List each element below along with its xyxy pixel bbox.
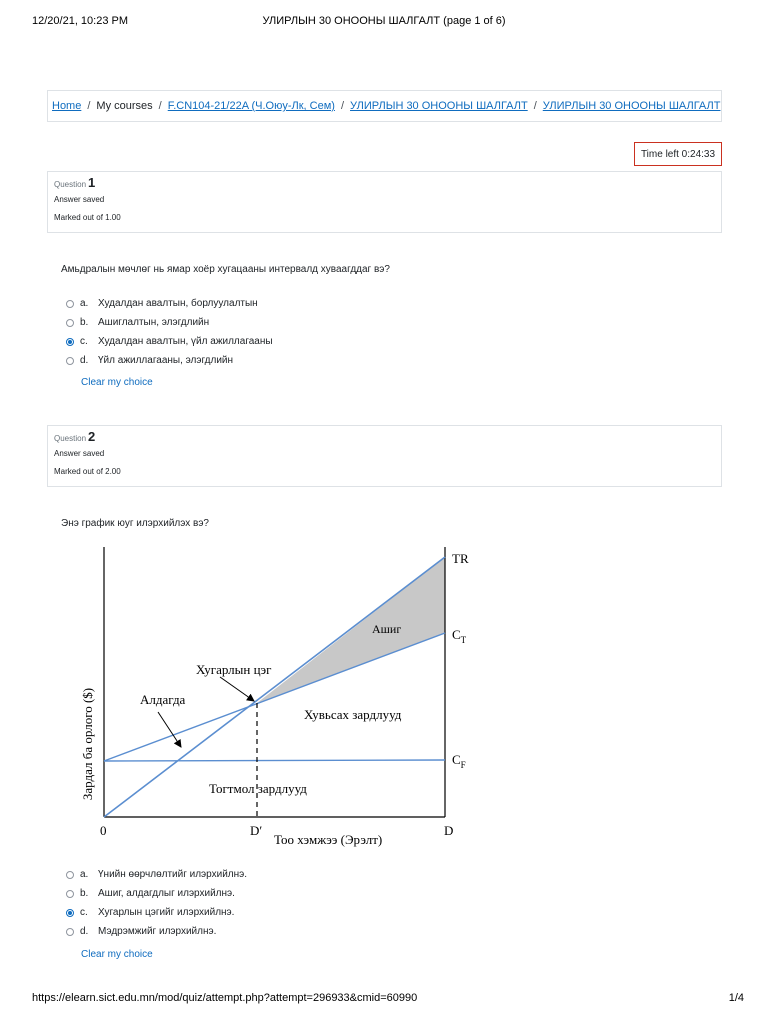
radio-button[interactable] (66, 928, 74, 936)
x-mark-end: D (444, 823, 454, 838)
print-url: https://elearn.sict.edu.mn/mod/quiz/attempt.php?attempt=296933&cmid=60990 (32, 992, 418, 1004)
option-letter: b. (80, 888, 89, 899)
print-datetime: 12/20/21, 10:23 PM (32, 15, 129, 27)
answer-option-d[interactable] (66, 351, 273, 370)
breadcrumb-home-link[interactable]: Home (52, 100, 82, 112)
option-letter: c. (80, 336, 88, 347)
answer-option-b[interactable] (66, 313, 273, 332)
radio-button[interactable] (66, 319, 74, 327)
radio-button[interactable] (66, 357, 74, 365)
y-axis-label: Зардал ба орлого ($) (80, 687, 95, 801)
loss-label: Алдагда (140, 692, 186, 707)
quiz-timer (634, 142, 722, 166)
breadcrumb-separator: / (158, 100, 162, 112)
question-state: Answer saved (54, 449, 105, 458)
option-text: Ашиг, алдагдлыг илэрхийлнэ. (98, 888, 235, 899)
fixed-cost-line (104, 760, 445, 761)
radio-button-checked[interactable] (66, 909, 74, 917)
breadcrumb-section-link[interactable]: УЛИРЛЫН 30 ОНООНЫ ШАЛГАЛТ (350, 100, 528, 112)
option-letter: d. (80, 926, 89, 937)
breadcrumb (47, 90, 722, 122)
question-state: Answer saved (54, 195, 105, 204)
option-letter: b. (80, 317, 89, 328)
tr-label: TR (452, 551, 469, 566)
question-grade: Marked out of 2.00 (54, 467, 121, 476)
breakeven-diagram (78, 535, 498, 855)
option-letter: d. (80, 355, 89, 366)
breadcrumb-course-link[interactable]: F.CN104-21/22A (Ч.Оюу-Лк, Сем) (167, 100, 335, 112)
ct-label: $C_T$ (452, 627, 467, 645)
print-footer (0, 992, 768, 1008)
clear-choice-link-q2[interactable]: Clear my choice (81, 949, 153, 960)
clear-choice-link-q1[interactable]: Clear my choice (81, 377, 153, 388)
breadcrumb-quiz-link[interactable]: УЛИРЛЫН 30 ОНООНЫ ШАЛГАЛТ (542, 100, 721, 112)
origin-label: 0 (100, 823, 107, 838)
timer-label: Time left 0:24:33 (640, 148, 716, 160)
radio-button[interactable] (66, 890, 74, 898)
option-text: Мэдрэмжийг илэрхийлнэ. (98, 926, 217, 937)
option-letter: c. (80, 907, 88, 918)
question-number: Question 1 (54, 175, 96, 190)
question-2-answers (66, 865, 247, 941)
loss-arrow (158, 712, 181, 747)
question-1-text: Амьдралын мөчлөг нь ямар хоёр хугацааны интервалд хуваагддаг вэ? (61, 264, 390, 275)
question-number: Question 2 (54, 429, 96, 444)
breadcrumb-separator: / (533, 100, 537, 112)
breadcrumb-separator: / (340, 100, 345, 112)
answer-option-a[interactable] (66, 865, 247, 884)
answer-option-d[interactable] (66, 922, 247, 941)
question-2-text: Энэ график юуг илэрхийлэх вэ? (61, 518, 209, 529)
x-mark-breakeven: D′ (250, 823, 263, 838)
answer-option-b[interactable] (66, 884, 247, 903)
radio-button[interactable] (66, 300, 74, 308)
option-letter: a. (80, 298, 89, 309)
option-text: Үйл ажиллагааны, элэгдлийн (98, 355, 234, 366)
breakeven-arrow (220, 677, 254, 701)
answer-option-a[interactable] (66, 294, 273, 313)
answer-option-c[interactable] (66, 332, 273, 351)
total-revenue-line (104, 557, 445, 817)
question-grade: Marked out of 1.00 (54, 213, 121, 222)
breakeven-label: Хугарлын цэг (196, 662, 272, 677)
variable-costs-label: Хувьсах зардлууд (304, 707, 402, 722)
option-text: Худалдан авалтын, борлуулалтын (98, 298, 258, 309)
x-axis-label: Тоо хэмжээ (Эрэлт) (274, 832, 383, 847)
option-text: Ашиглалтын, элэгдлийн (98, 317, 210, 328)
print-page-number: 1/4 (728, 992, 744, 1004)
question-number-value: 2 (88, 429, 96, 444)
option-letter: a. (80, 869, 89, 880)
radio-button-checked[interactable] (66, 338, 74, 346)
question-1-info (47, 171, 722, 233)
question-2-info (47, 425, 722, 487)
question-number-value: 1 (88, 175, 96, 190)
option-text: Хугарлын цэгийг илэрхийлнэ. (98, 907, 235, 918)
cf-label: $C_F$ (452, 752, 466, 770)
profit-label: Ашиг (372, 622, 402, 636)
fixed-costs-label: Тогтмол зардлууд (209, 781, 307, 796)
option-text: Худалдан авалтын, үйл ажиллагааны (98, 336, 273, 347)
option-text: Үнийн өөрчлөлтийг илэрхийлнэ. (98, 869, 248, 880)
answer-option-c[interactable] (66, 903, 247, 922)
breadcrumb-my-courses: My courses (96, 100, 153, 112)
radio-button[interactable] (66, 871, 74, 879)
breadcrumb-separator: / (87, 100, 91, 112)
question-1-answers (66, 294, 273, 370)
print-title: УЛИРЛЫН 30 ОНООНЫ ШАЛГАЛТ (page 1 of 6) (262, 15, 506, 27)
print-header (0, 15, 768, 31)
